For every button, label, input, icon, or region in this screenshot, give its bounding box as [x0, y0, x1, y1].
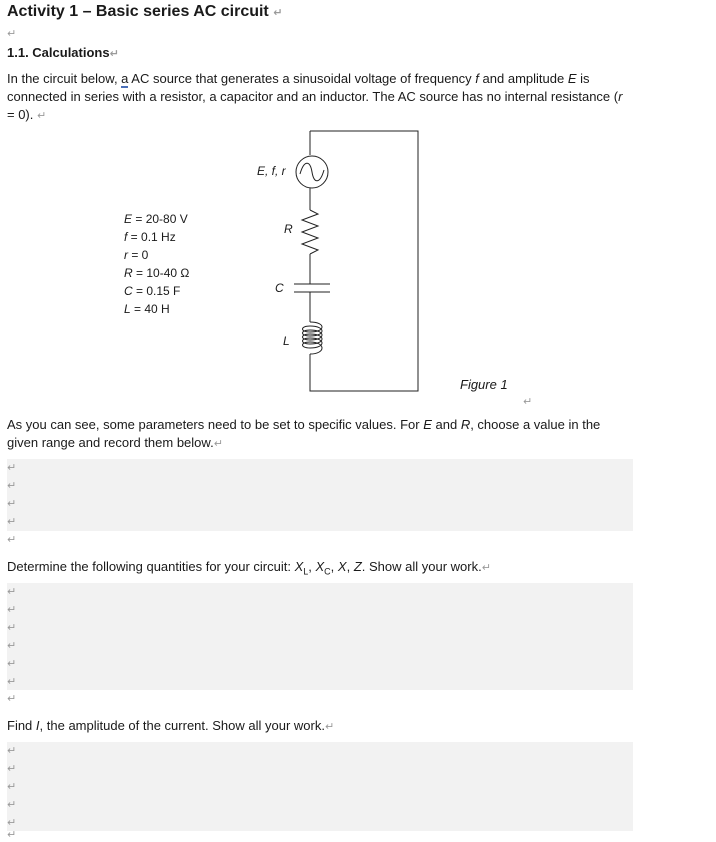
circuit-wire	[310, 131, 418, 391]
param-symbol: E	[124, 212, 133, 226]
return-mark: ↵	[7, 462, 17, 474]
param-value: = 0.1 Hz	[127, 230, 176, 244]
param-symbol: f	[124, 230, 128, 244]
answer-box-3[interactable]	[7, 742, 633, 831]
question-text: ,	[308, 559, 316, 574]
return-mark: ↵	[273, 7, 283, 19]
param-value: = 0.15 F	[132, 284, 181, 298]
return-mark: ↵	[7, 799, 17, 811]
symbol-R: R	[460, 417, 471, 432]
param-symbol: R	[124, 266, 133, 280]
empty-paragraph: ↵	[7, 829, 17, 841]
param-value: = 40 H	[130, 302, 170, 316]
source-label: E, f, r	[257, 164, 286, 178]
return-mark: ↵	[7, 586, 17, 598]
return-mark: ↵	[7, 480, 17, 492]
return-mark: ↵	[7, 498, 17, 510]
figure-caption: Figure 1	[460, 377, 508, 392]
subscript-L: L	[303, 566, 309, 577]
title-text: Activity 1 – Basic series AC circuit	[7, 3, 269, 20]
symbol-XL: X	[294, 559, 304, 574]
question-1	[7, 416, 633, 453]
empty-paragraph: ↵	[7, 693, 17, 705]
param-symbol: L	[124, 302, 131, 316]
symbol-I: I	[35, 718, 40, 733]
question-text: Determine the following quantities for your circuit:	[7, 559, 295, 574]
question-text: ,	[346, 559, 354, 574]
inductor-label: L	[283, 334, 290, 348]
symbol-r: r	[618, 89, 623, 104]
question-2	[7, 558, 633, 581]
return-mark: ↵	[7, 781, 17, 793]
empty-paragraph: ↵	[7, 28, 17, 40]
question-text: As you can see, some parameters need to be set to specific values. For	[7, 417, 424, 432]
answer-box-2[interactable]	[7, 583, 633, 690]
symbol-E: E	[423, 417, 432, 432]
answer-box-1[interactable]	[7, 459, 633, 531]
return-mark: ↵	[213, 438, 223, 450]
return-mark: ↵	[7, 622, 17, 634]
intro-text: = 0).	[7, 107, 34, 122]
symbol-XC: X	[315, 559, 325, 574]
question-text: ,	[330, 559, 338, 574]
grammar-flagged-word[interactable]: a	[121, 71, 129, 86]
intro-text: In the circuit below,	[7, 71, 122, 86]
sine-wave	[300, 163, 324, 181]
return-mark: ↵	[481, 562, 491, 574]
section-heading-text: 1.1. Calculations	[7, 45, 110, 60]
return-mark: ↵	[7, 676, 17, 688]
intro-text: and amplitude	[478, 71, 568, 86]
return-mark: ↵	[523, 396, 533, 408]
return-mark: ↵	[7, 745, 17, 757]
param-value: = 0	[128, 248, 149, 262]
param-symbol: C	[124, 284, 133, 298]
question-text: . Show all your work.	[361, 559, 482, 574]
inductor-symbol	[303, 322, 323, 354]
intro-text: AC source that generates a sinusoidal voltage of frequency	[128, 71, 476, 86]
return-mark: ↵	[7, 817, 17, 829]
resistor-symbol	[302, 210, 318, 254]
resistor-label: R	[284, 222, 293, 236]
return-mark: ↵	[7, 658, 17, 670]
return-mark: ↵	[7, 516, 17, 528]
param-value: = 10-40 Ω	[132, 266, 190, 280]
subscript-C: C	[324, 566, 331, 577]
question-text: and	[431, 417, 461, 432]
return-mark: ↵	[37, 110, 47, 122]
question-text: , choose a value in the given range and record them below.	[7, 417, 601, 450]
symbol-f: f	[475, 71, 479, 86]
circuit-diagram	[0, 0, 716, 420]
symbol-E: E	[567, 71, 577, 86]
return-mark: ↵	[7, 640, 17, 652]
return-mark: ↵	[109, 48, 119, 60]
return-mark: ↵	[7, 604, 17, 616]
capacitor-label: C	[275, 281, 284, 295]
empty-paragraph: ↵	[7, 534, 17, 546]
intro-text: is connected in series with a resistor, a capacitor and an inductor. The AC source has no internal resistance (	[7, 71, 619, 104]
return-mark: ↵	[324, 721, 335, 733]
question-text: Find	[7, 718, 36, 733]
param-symbol: r	[124, 248, 128, 262]
return-mark: ↵	[7, 763, 17, 775]
question-text: , the amplitude of the current. Show all your work.	[39, 718, 325, 733]
question-3	[7, 717, 633, 736]
symbol-Z: Z	[353, 559, 362, 574]
symbol-X: X	[337, 559, 347, 574]
param-value: = 20-80 V	[132, 212, 188, 226]
